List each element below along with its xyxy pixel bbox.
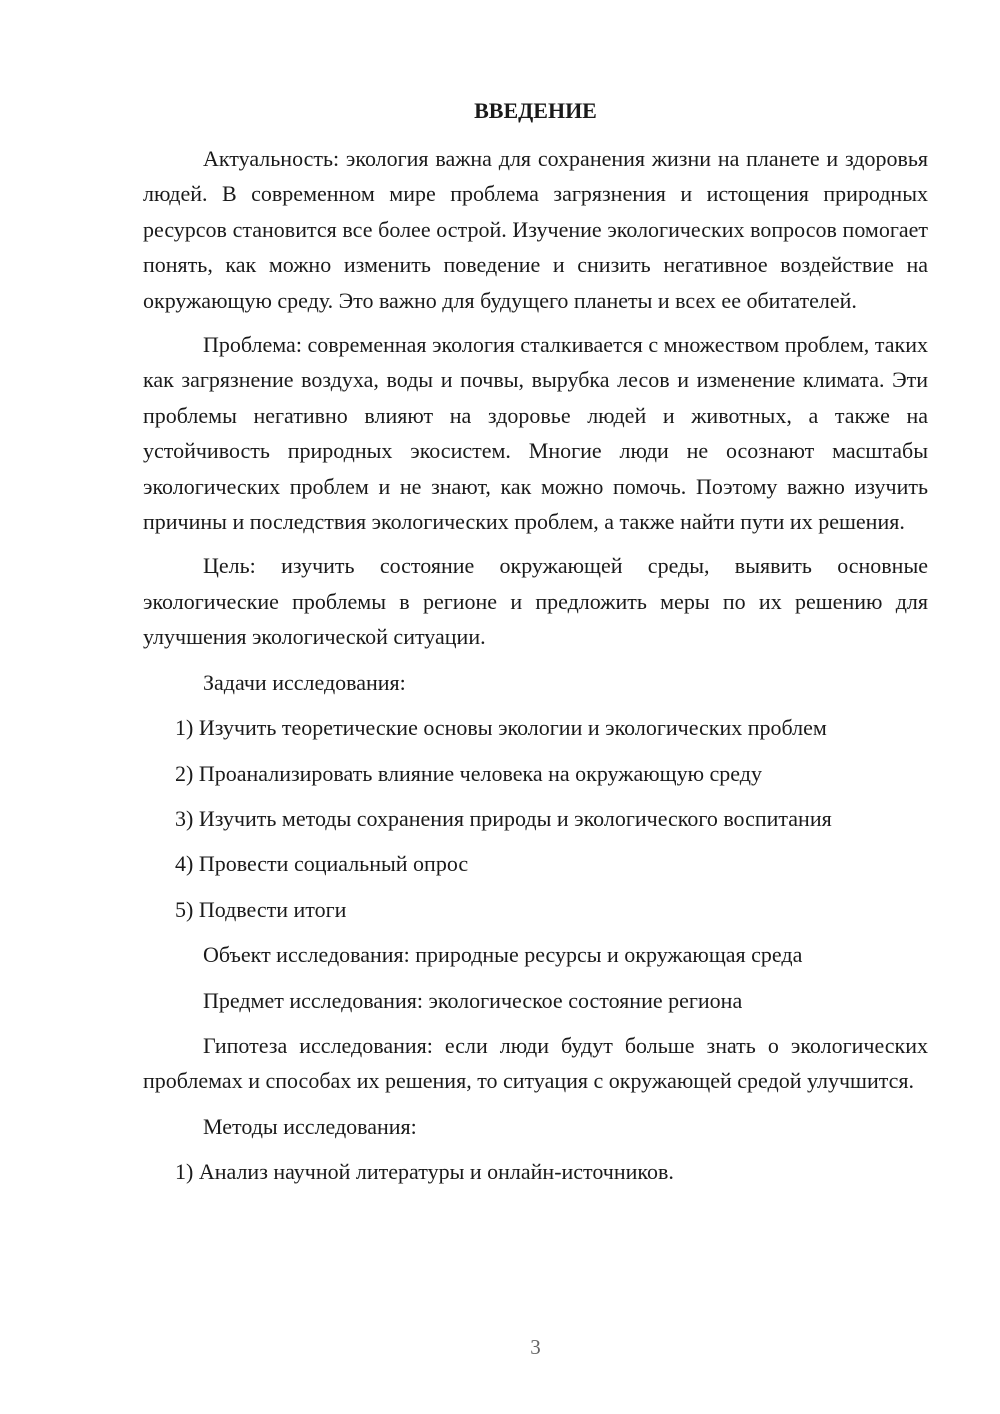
list-item: 4) Провести социальный опрос [175,851,469,877]
list-item: 3) Изучить методы сохранения природы и экологического воспитания [175,805,832,831]
list-item: 1) Анализ научной литературы и онлайн-источников. [175,1159,674,1185]
methods-list [143,1154,928,1189]
list-item: 1) Изучить теоретические основы экологии и экологических проблем [175,715,827,741]
tasks-list [143,710,928,927]
paragraph-object: Объект исследования: природные ресурсы и окружающая среда [203,942,803,968]
document-page [143,0,928,1414]
paragraph-hypothesis: Гипотеза исследования: если люди будут больше знать о экологических проблемах и способах их решения, то ситуация с окружающей средой улучшится. [143,1032,928,1094]
list-item: 2) Проанализировать влияние человека на окружающую среду [175,760,762,786]
tasks-heading: Задачи исследования: [203,669,406,695]
paragraph-goal: Цель: изучить состояние окружающей среды, выявить основные экологические проблемы в регионе и предложить меры по их решению для улучшения экологической ситуации. [143,553,928,650]
page-body [143,141,928,1190]
methods-heading: Методы исследования: [203,1113,417,1139]
list-item: 5) Подвести итоги [175,896,347,922]
paragraph-relevance: Актуальность: экология важна для сохранения жизни на планете и здоровья людей. В современном мире проблема загрязнения и истощения природных ресурсов становится все более острой. Изучение экологических вопросов помогает понять, как можно изменить поведение и снизить негативное воздействие на окружающую среду. Это важно для будущего планеты и всех ее обитателей. [143,146,928,313]
page-number: 3 [530,1335,541,1359]
paragraph-subject: Предмет исследования: экологическое состояние региона [203,987,743,1013]
page-title: ВВЕДЕНИЕ [474,98,597,123]
paragraph-problem: Проблема: современная экология сталкивается с множеством проблем, таких как загрязнение воздуха, воды и почвы, вырубка лесов и изменение климата. Эти проблемы негативно влияют на здоровье людей и животных, а также на устойчивость природных экосистем. Многие люди не осознают масштабы экологических проблем и не знают, как можно помочь. Поэтому важно изучить причины и последствия экологических проблем, а также найти пути их решения. [143,332,928,535]
